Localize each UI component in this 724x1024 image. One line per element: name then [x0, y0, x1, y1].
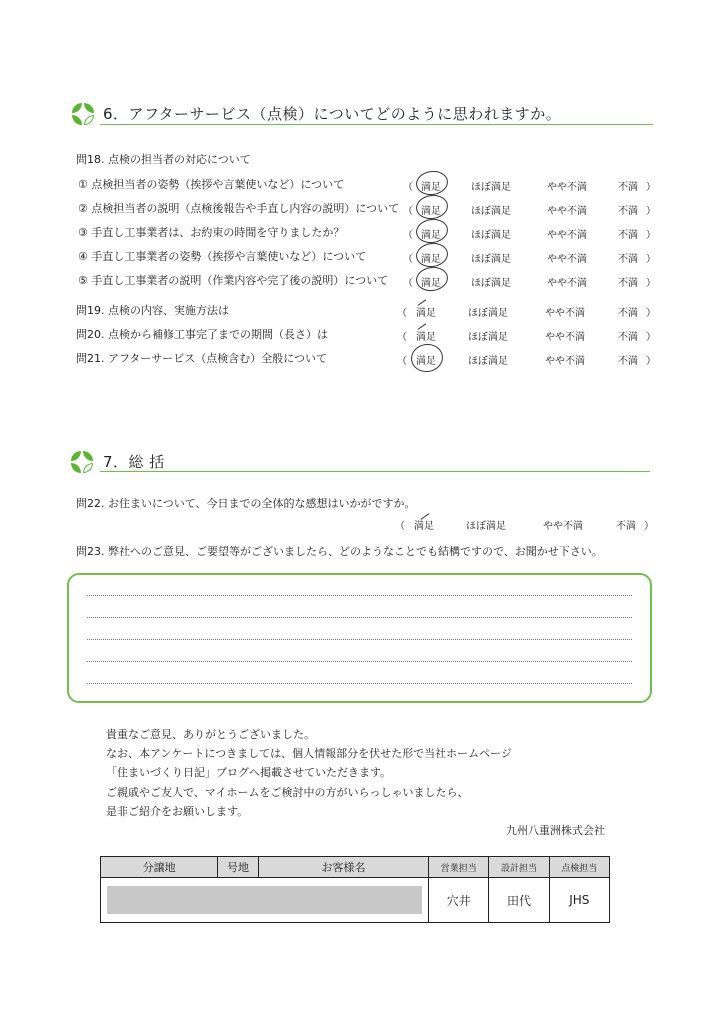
- section6-heading: 6．アフターサービス（点検）についてどのように思われますか。: [103, 105, 562, 123]
- selection-circle: [414, 193, 449, 221]
- option-somewhat-dissatisfied[interactable]: やや不満: [543, 521, 583, 532]
- option-somewhat-dissatisfied[interactable]: やや不満: [547, 206, 587, 217]
- option-dissatisfied[interactable]: 不満: [618, 356, 638, 367]
- paren-open: （: [403, 230, 413, 241]
- option-mostly-satisfied[interactable]: ほぼ満足: [466, 521, 506, 532]
- option-somewhat-dissatisfied[interactable]: やや不満: [545, 356, 585, 367]
- option-somewhat-dissatisfied[interactable]: やや不満: [547, 182, 587, 193]
- q18-title: 問18. 点検の担当者の対応について: [76, 153, 251, 166]
- header-sales-staff: 営業担当: [429, 857, 489, 878]
- paren-open: （: [403, 278, 413, 289]
- option-somewhat-dissatisfied[interactable]: やや不満: [547, 230, 587, 241]
- option-satisfied[interactable]: 満足: [421, 206, 441, 217]
- paren-close: ）: [646, 206, 656, 217]
- option-mostly-satisfied[interactable]: ほぼ満足: [471, 254, 511, 265]
- option-mostly-satisfied[interactable]: ほぼ満足: [471, 230, 511, 241]
- header-lot-number: 号地: [218, 857, 259, 878]
- option-mostly-satisfied[interactable]: ほぼ満足: [468, 308, 508, 319]
- paren-open: （: [403, 254, 413, 265]
- paren-open: （: [403, 206, 413, 217]
- header-customer-name: お客様名: [258, 857, 428, 878]
- option-mostly-satisfied[interactable]: ほぼ満足: [468, 332, 508, 343]
- option-somewhat-dissatisfied[interactable]: やや不満: [545, 332, 585, 343]
- paren-close: ）: [646, 332, 656, 343]
- option-dissatisfied[interactable]: 不満: [618, 332, 638, 343]
- paren-close: ）: [646, 182, 656, 193]
- thanks-line-5: 是非ご紹介をお願いします。: [106, 805, 249, 818]
- option-somewhat-dissatisfied[interactable]: やや不満: [547, 278, 587, 289]
- section6-divider: [100, 124, 653, 125]
- q18-item-5: ⑤ 手直し工事業者の説明（作業内容や完了後の説明）について: [78, 274, 389, 287]
- q18-item-4: ④ 手直し工事業者の姿勢（挨拶や言葉使いなど）について: [78, 250, 367, 263]
- clover-icon: [71, 451, 93, 473]
- option-satisfied[interactable]: 満足: [421, 254, 441, 265]
- option-satisfied[interactable]: 満足: [416, 356, 436, 367]
- option-satisfied[interactable]: 満足: [416, 308, 436, 319]
- redaction-block: [107, 886, 422, 914]
- option-mostly-satisfied[interactable]: ほぼ満足: [471, 182, 511, 193]
- paren-open: （: [403, 182, 413, 193]
- option-satisfied[interactable]: 満足: [416, 332, 436, 343]
- section7-divider: [100, 471, 650, 472]
- thanks-line-1: 貴重なご意見、ありがとうございました。: [106, 728, 315, 741]
- paren-open: （: [395, 521, 405, 532]
- comment-textarea[interactable]: [67, 573, 652, 703]
- option-somewhat-dissatisfied[interactable]: やや不満: [547, 254, 587, 265]
- option-satisfied[interactable]: 満足: [421, 182, 441, 193]
- ruled-line: [87, 617, 632, 618]
- design-staff-value: 田代: [489, 878, 549, 923]
- paren-open: （: [397, 356, 407, 367]
- option-dissatisfied[interactable]: 不満: [618, 278, 638, 289]
- paren-close: ）: [644, 521, 654, 532]
- thanks-line-3: 「住まいづくり日記」ブログへ掲載させていただきます。: [106, 766, 392, 779]
- option-dissatisfied[interactable]: 不満: [618, 308, 638, 319]
- option-somewhat-dissatisfied[interactable]: やや不満: [545, 308, 585, 319]
- section7-heading: 7．総 括: [103, 453, 165, 471]
- option-mostly-satisfied[interactable]: ほぼ満足: [471, 278, 511, 289]
- ruled-line: [87, 639, 632, 640]
- option-satisfied[interactable]: 満足: [421, 278, 441, 289]
- thanks-line-2: なお、本アンケートにつきましては、個人情報部分を伏せた形で当社ホームページ: [106, 747, 512, 760]
- q21-label: 問21. アフターサービス（点検含む）全般について: [76, 352, 327, 365]
- ruled-line: [87, 595, 632, 596]
- selection-circle: [414, 241, 449, 269]
- inspection-staff-value: JHS: [549, 878, 609, 923]
- option-mostly-satisfied[interactable]: ほぼ満足: [471, 206, 511, 217]
- q23-label: 問23. 弊社へのご意見、ご要望等がございましたら、どのようなことでも結構ですので、お聞かせ下さい。: [76, 545, 603, 558]
- option-dissatisfied[interactable]: 不満: [618, 206, 638, 217]
- ruled-line: [87, 661, 632, 662]
- paren-close: ）: [646, 308, 656, 319]
- thanks-line-4: ご親戚やご友人で、マイホームをご検討中の方がいらっしゃいましたら、: [106, 786, 469, 799]
- option-mostly-satisfied[interactable]: ほぼ満足: [468, 356, 508, 367]
- option-dissatisfied[interactable]: 不満: [616, 521, 636, 532]
- option-satisfied[interactable]: 満足: [414, 521, 434, 532]
- header-subdivision: 分譲地: [101, 857, 218, 878]
- paren-close: ）: [646, 230, 656, 241]
- selection-circle: [414, 217, 449, 245]
- q18-item-2: ② 点検担当者の説明（点検後報告や手直し内容の説明）について: [78, 202, 400, 215]
- ruled-line: [87, 683, 632, 684]
- staff-table: [100, 856, 610, 923]
- selection-circle: [414, 169, 449, 197]
- paren-close: ）: [646, 278, 656, 289]
- redacted-customer-info: [101, 878, 429, 923]
- q18-item-1: ① 点検担当者の姿勢（挨拶や言葉使いなど）について: [78, 178, 345, 191]
- header-inspection-staff: 点検担当: [549, 857, 609, 878]
- q19-label: 問19. 点検の内容、実施方法は: [76, 304, 229, 317]
- company-name: 九州八重洲株式会社: [506, 824, 605, 837]
- selection-circle: [414, 265, 449, 293]
- selection-circle: [409, 342, 445, 374]
- sales-staff-value: 穴井: [429, 878, 489, 923]
- paren-close: ）: [646, 356, 656, 367]
- clover-icon: [72, 103, 94, 125]
- option-satisfied[interactable]: 満足: [421, 230, 441, 241]
- option-dissatisfied[interactable]: 不満: [618, 182, 638, 193]
- q18-item-3: ③ 手直し工事業者は、お約束の時間を守りましたか？: [78, 226, 345, 239]
- q20-label: 問20. 点検から補修工事完了までの期間（長さ）は: [76, 328, 328, 341]
- header-design-staff: 設計担当: [489, 857, 549, 878]
- paren-open: （: [397, 332, 407, 343]
- paren-open: （: [397, 308, 407, 319]
- option-dissatisfied[interactable]: 不満: [618, 230, 638, 241]
- q22-label: 問22. お住まいについて、今日までの全体的な感想はいかがですか。: [76, 497, 416, 510]
- paren-close: ）: [646, 254, 656, 265]
- option-dissatisfied[interactable]: 不満: [618, 254, 638, 265]
